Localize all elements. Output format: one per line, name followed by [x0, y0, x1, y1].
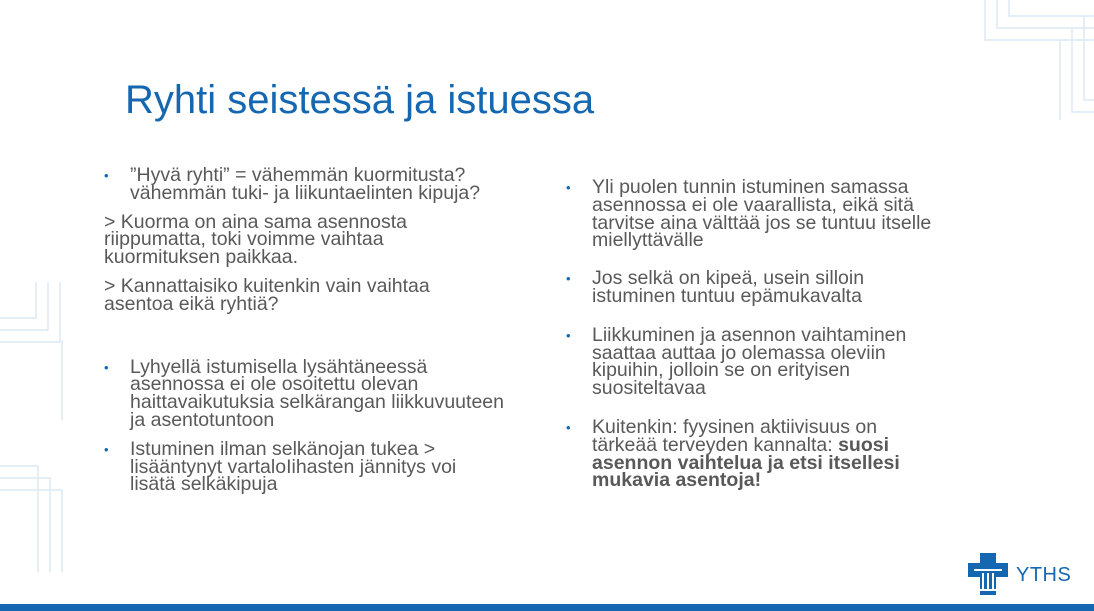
list-item: [104, 355, 504, 431]
list-item: [566, 267, 936, 307]
item-text: > Kannattaisiko kuitenkin vain vaihtaa asentoa eikä ryhtiä?: [104, 274, 430, 315]
item-text: Lyhyellä istumisella lysähtäneessä asennossa ei ole osoitettu olevan haittavaikutuksia selkärangan liikkuvuuteen ja asentotuntoon: [130, 355, 504, 431]
list-item: [566, 176, 936, 252]
bullet-icon: •: [104, 359, 109, 375]
bullet-icon: •: [566, 327, 571, 343]
paragraph: [104, 210, 504, 269]
item-emphasis: suosi asennon vaihtelua ja etsi itsellesi mukavia asentoja!: [592, 433, 900, 492]
bottom-accent-bar: [0, 604, 1094, 611]
left-column: [104, 164, 504, 496]
item-text: ”Hyvä ryhti” = vähemmän kuormitusta? vähemmän tuki- ja liikuntaelinten kipuja?: [130, 164, 481, 204]
list-item: [566, 323, 936, 400]
bullet-icon: •: [566, 180, 571, 195]
slide-title: Ryhti seistessä ja istuessa: [125, 78, 595, 122]
bullet-icon: •: [566, 419, 571, 435]
list-item: [566, 415, 936, 492]
list-item: [104, 164, 504, 204]
logo-text: YTHS: [1016, 564, 1072, 586]
item-text: > Kuorma on aina sama asennosta riippumatta, toki voimme vaihtaa kuormituksen paikkaa.: [104, 210, 407, 269]
right-column: [566, 176, 936, 492]
list-item: [104, 437, 504, 496]
paragraph: [104, 274, 504, 315]
item-text: Yli puolen tunnin istuminen samassa asennossa ei ole vaarallista, eikä sitä tarvitse aina välttää jos se tuntuu itselle miellyttävälle: [592, 176, 932, 252]
bullet-icon: •: [104, 441, 109, 457]
item-text: Liikkuminen ja asennon vaihtaminen saattaa auttaa jo olemassa oleviin kipuihin, jolloin se on erityisen suositeltavaa: [592, 323, 907, 400]
bullet-icon: •: [566, 271, 571, 287]
item-text: Jos selkä on kipeä, usein silloin istuminen tuntuu epämukavalta: [592, 267, 865, 307]
item-text: Kuitenkin: fyysinen aktiivisuus on tärkeää terveyden kannalta:: [592, 415, 878, 456]
item-text: Istuminen ilman selkänojan tukea > lisääntynyt vartaloIihasten jännitys voi lisätä selkäkipuja: [130, 437, 457, 496]
bullet-icon: •: [104, 168, 109, 183]
